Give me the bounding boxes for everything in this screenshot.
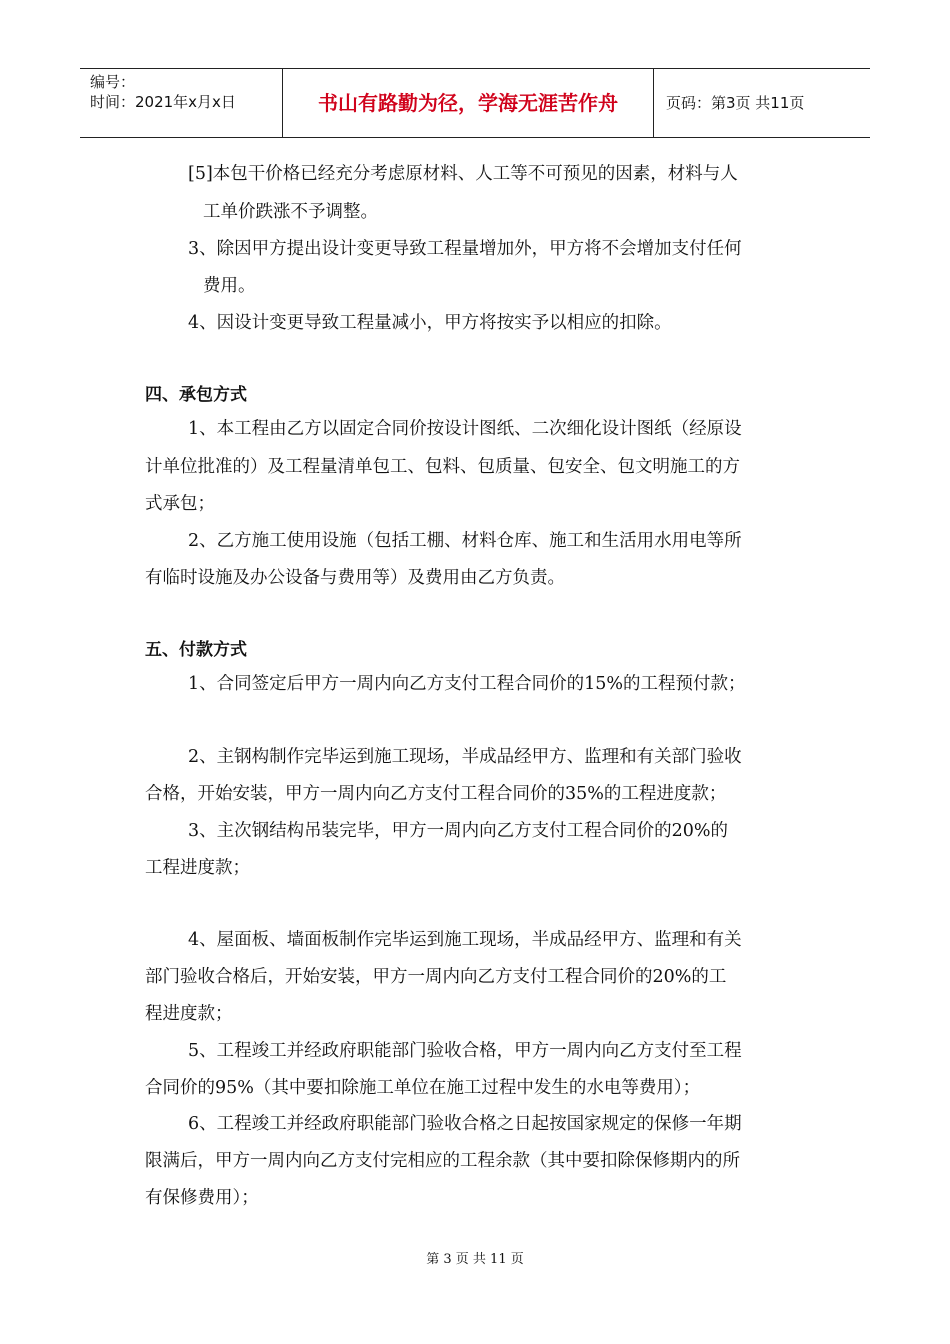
paragraph-line: 1、本工程由乙方以固定合同价按设计图纸、二次细化设计图纸（经原设 — [188, 419, 742, 439]
paragraph-line: 费用。 — [203, 276, 256, 296]
section-heading: 五、付款方式 — [145, 640, 247, 660]
paragraph-line: [5]本包干价格已经充分考虑原材料、人工等不可预见的因素，材料与人 — [188, 164, 738, 184]
paragraph-line: 6、工程竣工并经政府职能部门验收合格之日起按国家规定的保修一年期 — [188, 1114, 742, 1134]
paragraph-line: 计单位批准的）及工程量清单包工、包料、包质量、包安全、包文明施工的方 — [145, 457, 740, 477]
paragraph-line: 式承包； — [145, 494, 215, 514]
paragraph-line: 1、合同签定后甲方一周内向乙方支付工程合同价的15%的工程预付款； — [188, 674, 746, 694]
paragraph-line: 2、主钢构制作完毕运到施工现场，半成品经甲方、监理和有关部门验收 — [188, 747, 742, 767]
header-meta — [80, 69, 282, 137]
page-footer: 第 3 页 共 11 页 — [426, 1252, 524, 1267]
paragraph-line: 有保修费用）； — [145, 1188, 259, 1208]
section-heading: 四、承包方式 — [145, 385, 247, 405]
paragraph-line: 合同价的95%（其中要扣除施工单位在施工过程中发生的水电等费用）； — [145, 1078, 701, 1098]
paragraph-line: 合格，开始安装，甲方一周内向乙方支付工程合同价的35%的工程进度款； — [145, 784, 727, 804]
paragraph-line: 2、乙方施工使用设施（包括工棚、材料仓库、施工和生活用水用电等所 — [188, 531, 742, 551]
paragraph-line: 4、因设计变更导致工程量减小，甲方将按实予以相应的扣除。 — [188, 313, 672, 333]
paragraph-line: 程进度款； — [145, 1004, 233, 1024]
paragraph-line: 3、除因甲方提出设计变更导致工程量增加外，甲方将不会增加支付任何 — [188, 239, 742, 259]
paragraph-line: 工程进度款； — [145, 858, 250, 878]
paragraph-line: 部门验收合格后，开始安装，甲方一周内向乙方支付工程合同价的20%的工 — [145, 967, 727, 987]
paragraph-line: 限满后，甲方一周内向乙方支付完相应的工程余款（其中要扣除保修期内的所 — [145, 1151, 740, 1171]
paragraph-line: 5、工程竣工并经政府职能部门验收合格，甲方一周内向乙方支付至工程 — [188, 1041, 742, 1061]
paragraph-line: 工单价跌涨不予调整。 — [203, 202, 378, 222]
paragraph-line: 4、屋面板、墙面板制作完毕运到施工现场，半成品经甲方、监理和有关 — [188, 930, 742, 950]
header-page-info: 页码：第3页 共11页 — [666, 94, 805, 112]
header-motto: 书山有路勤为径，学海无涯苦作舟 — [282, 69, 654, 137]
paragraph-line: 3、主次钢结构吊装完毕，甲方一周内向乙方支付工程合同价的20%的 — [188, 821, 729, 841]
page-header — [80, 68, 870, 138]
doc-date: 时间：2021年x月x日 — [90, 93, 236, 111]
paragraph-line: 有临时设施及办公设备与费用等）及费用由乙方负责。 — [145, 568, 565, 588]
doc-number-label: 编号： — [90, 73, 136, 91]
